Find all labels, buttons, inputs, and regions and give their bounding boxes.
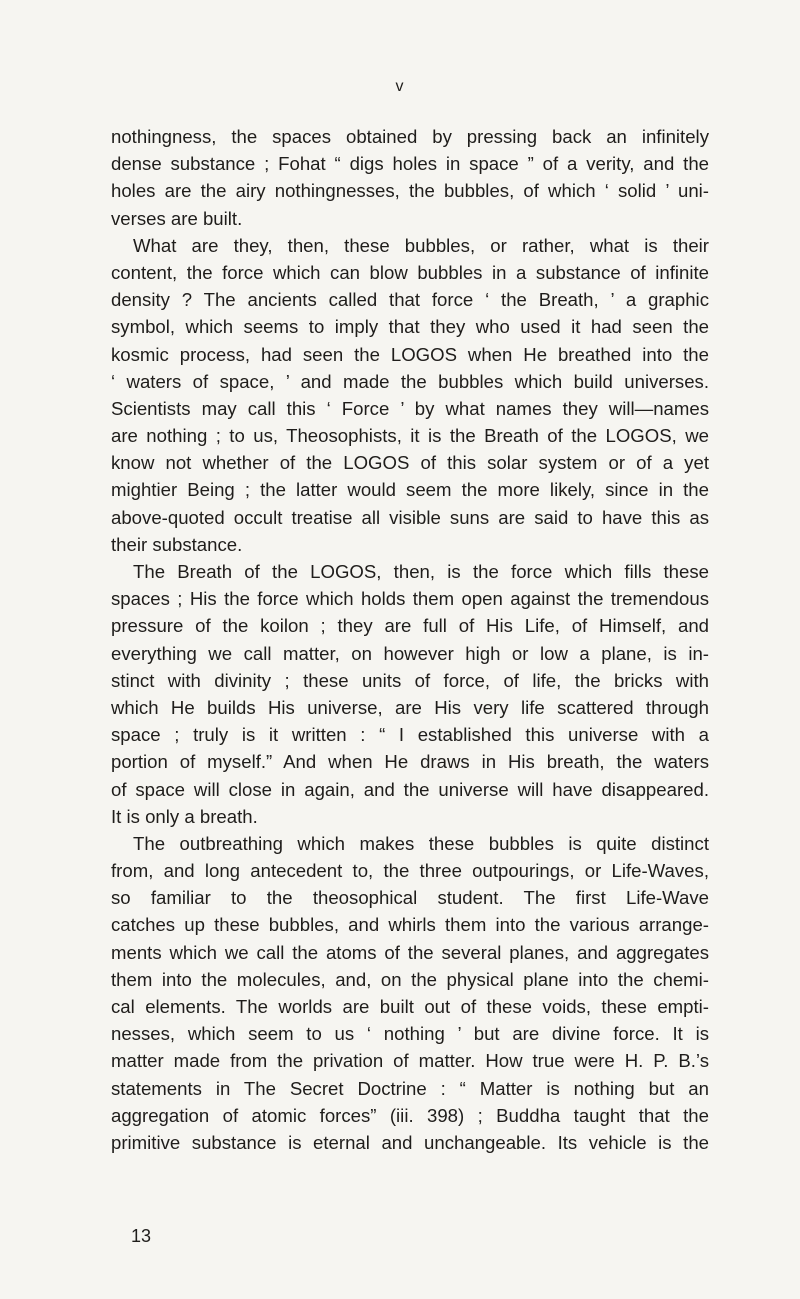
text-line: symbol, which seems to imply that they who used it had seen the [111, 316, 709, 338]
text-line: are nothing ; to us, Theosophists, it is the Breath of the LOGOS, we [111, 425, 709, 447]
text-line: them into the molecules, and, on the physical plane into the chemi- [111, 968, 709, 990]
text-line: matter made from the privation of matter. How true were H. P. B.’s [111, 1050, 709, 1072]
text-line: space ; truly is it written : “ I established this universe with a [111, 724, 709, 746]
text-line: so familiar to the theosophical student. The first Life-Wave [111, 887, 709, 909]
text-line: nothingness, the spaces obtained by pressing back an infinitely [111, 126, 709, 147]
page-number: 13 [131, 1226, 152, 1246]
text-line: Scientists may call this ‘ Force ’ by what names they will—names [111, 397, 709, 419]
signature-mark: v [395, 78, 405, 95]
text-line: What are they, then, these bubbles, or rather, what is their [133, 234, 709, 256]
text-line: which He builds His universe, are His very life scattered through [111, 696, 709, 718]
text-line: kosmic process, had seen the LOGOS when He breathed into the [111, 343, 709, 365]
text-line: The Breath of the LOGOS, then, is the force which fills these [133, 561, 709, 582]
text-line: portion of myself.” And when He draws in His breath, the waters [111, 751, 709, 773]
text-line: catches up these bubbles, and whirls them into the various arrange- [111, 914, 709, 936]
text-line: content, the force which can blow bubbles in a substance of infinite [111, 261, 709, 283]
text-line: statements in The Secret Doctrine : “ Matter is nothing but an [111, 1077, 709, 1099]
text-line: pressure of the koilon ; they are full of His Life, of Himself, and [111, 615, 709, 637]
text-line: mightier Being ; the latter would seem the more likely, since in the [111, 479, 709, 501]
text-line: nesses, which seem to us ‘ nothing ’ but are divine force. It is [111, 1023, 709, 1045]
body-text [111, 123, 709, 1156]
text-line: above-quoted occult treatise all visible suns are said to have this as [111, 506, 709, 528]
text-line: holes are the airy nothingnesses, the bubbles, of which ‘ solid ’ uni- [111, 180, 709, 202]
text-line: everything we call matter, on however high or low a plane, is in- [111, 642, 709, 664]
text-line: dense substance ; Fohat “ digs holes in space ” of a verity, and the [111, 153, 709, 175]
text-line: It is only a breath. [111, 805, 258, 827]
text-line: aggregation of atomic forces” (iii. 398) ; Buddha taught that the [111, 1104, 709, 1126]
text-line: know not whether of the LOGOS of this solar system or of a yet [111, 452, 709, 474]
text-line: from, and long antecedent to, the three outpourings, or Life-Waves, [111, 860, 709, 882]
text-line: their substance. [111, 533, 243, 555]
text-line: ‘ waters of space, ’ and made the bubbles which build universes. [111, 370, 709, 392]
text-line: of space will close in again, and the universe will have disappeared. [111, 778, 709, 800]
text-line: cal elements. The worlds are built out of these voids, these empti- [111, 996, 709, 1017]
text-line: spaces ; His the force which holds them open against the tremendous [111, 588, 709, 610]
text-line: verses are built. [111, 207, 243, 229]
text-line: ments which we call the atoms of the several planes, and aggregates [111, 941, 709, 963]
text-line: stinct with divinity ; these units of force, of life, the bricks with [111, 669, 709, 691]
text-line: The outbreathing which makes these bubbles is quite distinct [133, 832, 709, 854]
text-line: primitive substance is eternal and unchangeable. Its vehicle is the [111, 1131, 709, 1153]
text-line: density ? The ancients called that force ‘ the Breath, ’ a graphic [111, 289, 709, 311]
